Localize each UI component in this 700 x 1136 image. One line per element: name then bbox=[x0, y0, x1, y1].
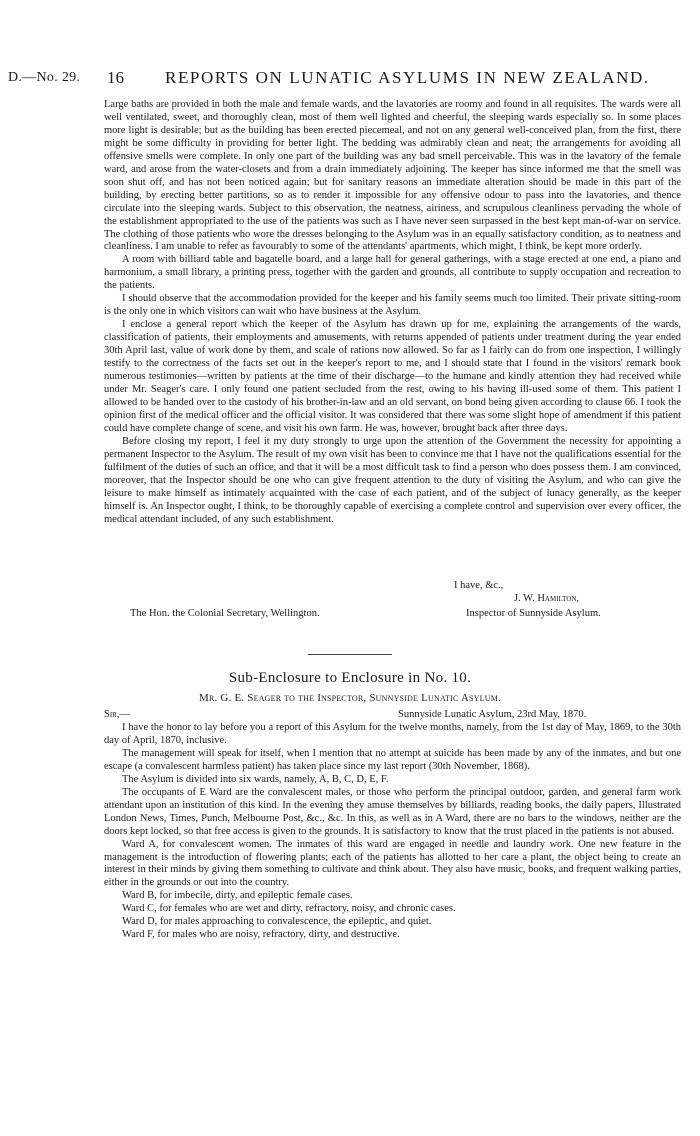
ward-list-item: Ward B, for imbecile, dirty, and epileptic female cases. bbox=[122, 890, 353, 902]
ward-list-item: Ward C, for females who are wet and dirty, refractory, noisy, and chronic cases. bbox=[122, 903, 456, 915]
paragraph: I enclose a general report which the keeper of the Asylum has drawn up for me, explaining the arrangements of the wards, classification of patients, their employments and amusements, with returns appended of patients under treatment during the year ended 30th April last, value of work done by them, and scale of rations now allowed. So far as I fairly can do from one inspection, I willingly testify to the correctness of the facts set out in the keeper's report to me, and I should state that I found in the visitors' remark book numerous testimonies—written by patients at the time of their discharge—to the humane and kindly attention they had received while under Mr. Seager's care. I only found one patient secluded from the rest, owing to his having ill-used some of them. This patient I allowed to be handed over to the custody of his brother-in-law and an old servant, on bond being given according to clause 66. I took the opinion first of the medical officer and the official visitor. It was considered that there was some slight hope of amendment if this patient could have complete change of scene, and visit his own farm. He was, however, brought back after three days. bbox=[104, 319, 681, 434]
paragraph: The occupants of E Ward are the convalescent males, or those who perform the principal outdoor, garden, and general farm work attendant upon an institution of this kind. In the evening they amuse themselves by billiards, reading books, the daily papers, Illustrated London News, Times, Punch, Melbourne Post, &c., &c. In this, as well as in A Ward, there are no bars to the windows, neither are the doors kept locked, so that free access is given to the grounds. It is satisfactory to know that the trust placed in the patients is not abused. bbox=[104, 786, 681, 837]
paragraph: The management will speak for itself, when I mention that no attempt at suicide has been made by any of the inmates, and but one escape (a convalescent harmless patient) has taken place since my last report (30th November, 1868). bbox=[104, 747, 681, 772]
ward-list-item: Ward F, for males who are noisy, refractory, dirty, and destructive. bbox=[122, 929, 400, 941]
signatory-name: J. W. Hamilton, bbox=[514, 593, 580, 604]
paragraph: I should observe that the accommodation provided for the keeper and his family seems much too limited. Their private sitting-room is the only one in which visitors can wait who have business at the Asylum. bbox=[104, 293, 681, 318]
page-number: 16 bbox=[107, 68, 124, 87]
paragraph: Ward A, for convalescent women. The inmates of this ward are engaged in needle and laundry work. One new feature in the management is the introduction of flowering plants; each of the patients has allotted to her care a plant, the object being to create an interest in their minds by giving them something to cultivate and think about. They also have music, books, and frequent walking parties, either in the grounds or out into the country. bbox=[104, 838, 681, 889]
letter-dateline: Sunnyside Lunatic Asylum, 23rd May, 1870. bbox=[398, 709, 587, 720]
running-title: REPORTS ON LUNATIC ASYLUMS IN NEW ZEALAND. bbox=[165, 68, 650, 87]
addressee: The Hon. the Colonial Secretary, Wellington. bbox=[130, 608, 320, 619]
keeper-report-body bbox=[104, 722, 681, 942]
ward-list-item: Ward D, for males approaching to convalescence, the epileptic, and quiet. bbox=[122, 916, 432, 928]
paragraph: I have the honor to lay before you a report of this Asylum for the twelve months, namely, from the 1st day of May, 1869, to the 30th day of April, 1870, inclusive. bbox=[104, 722, 681, 746]
inspector-report-body bbox=[104, 99, 681, 526]
paragraph: The Asylum is divided into six wards, namely, A, B, C, D, E, F. bbox=[122, 773, 389, 785]
salutation: Sir,— bbox=[104, 709, 130, 720]
sub-enclosure-title: Sub-Enclosure to Enclosure in No. 10. bbox=[228, 670, 472, 686]
signatory-role: Inspector of Sunnyside Asylum. bbox=[466, 608, 601, 619]
page-header bbox=[0, 68, 700, 90]
document-reference: D.—No. 29. bbox=[8, 70, 81, 85]
paragraph: A room with billiard table and bagatelle board, and a large hall for general gatherings, with a stage erected at one end, a piano and harmonium, a small library, a printing press, together with the garden and grounds, all contribute to supply occupation and recreation to the patients. bbox=[104, 254, 681, 292]
paragraph: Before closing my report, I feel it my duty strongly to urge upon the attention of the Government the necessity for appointing a permanent Inspector to the Asylum. The result of my own visit has been to convince me that I have not the qualifications essential for the fulfilment of the duties of such an office, and that it will be a most difficult task to find a person who does possess them. I am convinced, moreover, that the Inspector should be one who can give frequent attention to the duty of visiting the Asylum, and who can give the leisure to make himself as intimately acquainted with the case of each patient, and of the subject of lunacy generally, as the keeper himself is. An Inspector ought, I think, to be thoroughly capable of exercising a complete control and supervision over every officer, the medical attendant included, of any such establishment. bbox=[104, 435, 681, 525]
section-divider bbox=[308, 654, 392, 655]
paragraph: Large baths are provided in both the male and female wards, and the lavatories are roomy and found in all requisites. The wards were all well ventilated, sweet, and thoroughly clean, most of them well lighted and cheerful, the sleeping wards especially so. In some places more light is desirable; but as the building has been erected piecemeal, and not on any general well-conceived plan, from the first, there might be some difficulty in providing for better light. The bedding was admirably clean and neat; the arrangements for avoiding all offensive smells were complete. In only one part of the building was any bad smell perceivable. This was in the lavatory of the female ward, and arose from the water-closets and from a drain immediately adjoining. The keeper has since informed me that the smell was soon shut off, and has not been noticed again; but for sanitary reasons an immediate alteration should be made in this part of the building, by erecting better partitions, so as to render it impossible for any offensive odour to pass into the lavatories, and thence circulate into the sleeping wards. Subject to this observation, the neatness, airiness, and scrupulous cleanliness pervading the whole of the establishment appropriated to the use of the patients was such as I have never seen surpassed in the best kept man-of-war on service. The clothing of those patients who wore the dresses belonging to the Asylum was in an equally satisfactory condition, as to neatness and cleanliness. I am unable to refer as favourably to some of the attendants' apartments, which might, I think, be kept more orderly. bbox=[104, 99, 681, 253]
sub-enclosure-from-to: Mr. G. E. Seager to the Inspector, Sunnyside Lunatic Asylum. bbox=[199, 692, 501, 704]
closing-line: I have, &c., bbox=[454, 580, 504, 591]
